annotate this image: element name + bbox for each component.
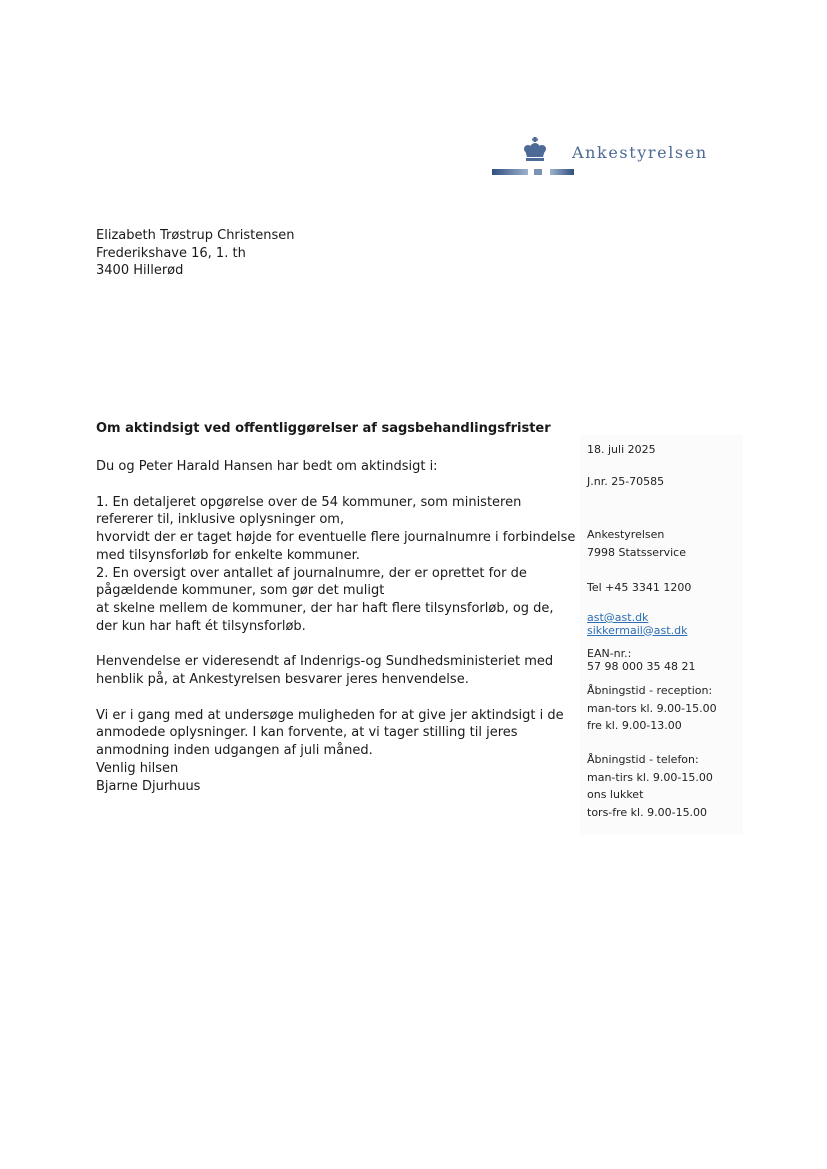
ean-value: 57 98 000 35 48 21 — [587, 659, 696, 673]
journal-number: J.nr. 25-70585 — [587, 475, 665, 488]
text-line: 1. En detaljeret opgørelse over de 54 kommuner, som ministeren — [96, 494, 522, 510]
text-line: anmodning inden udgangen af juli måned. — [96, 743, 373, 759]
text-line: anmodede oplysninger. I kan forvente, at vi tager stilling til jeres — [96, 725, 518, 741]
text-line: at skelne mellem de kommuner, der har haft flere tilsynsforløb, og de, — [96, 600, 554, 616]
hours-line: ons lukket — [587, 788, 644, 801]
phone-hours — [587, 751, 713, 821]
text-line: Vi er i gang med at undersøge muligheden for at give jer aktindsigt i de — [96, 707, 564, 723]
ankestyrelsen-logo — [490, 134, 740, 178]
hours-line: fre kl. 9.00-13.00 — [587, 719, 682, 732]
recipient-address — [96, 227, 295, 280]
text-line: pågældende kommuner, som gør det muligt — [96, 583, 385, 599]
greeting: Venlig hilsen — [96, 760, 179, 776]
ean-label: EAN-nr.: — [587, 647, 632, 660]
signature: Bjarne Djurhuus — [96, 778, 201, 794]
request-item-1 — [96, 494, 576, 565]
text-line: der kun har haft ét tilsynsforløb. — [96, 618, 306, 634]
recipient-street: Frederikshave 16, 1. th — [96, 245, 246, 261]
hours-line: man-tirs kl. 9.00-15.00 — [587, 770, 713, 784]
reception-hours — [587, 682, 717, 735]
logo-wordmark: Ankestyrelsen — [572, 143, 708, 162]
text-line: med tilsynsforløb for enkelte kommuner. — [96, 547, 360, 563]
ean-block — [587, 648, 695, 673]
org-name: Ankestyrelsen — [587, 528, 665, 541]
letter-subject: Om aktindsigt ved offentliggørelser af sagsbehandlingsfrister — [96, 421, 551, 436]
text-line: refererer til, inklusive oplysninger om, — [96, 512, 345, 528]
intro-line: Du og Peter Harald Hansen har bedt om aktindsigt i: — [96, 459, 438, 474]
phone-number: Tel +45 3341 1200 — [587, 581, 692, 594]
paragraph-forwarded — [96, 653, 576, 688]
sidebar-info — [580, 435, 743, 835]
paragraph-status — [96, 707, 576, 760]
recipient-city: 3400 Hillerød — [96, 263, 184, 278]
text-line: henblik på, at Ankestyrelsen besvarer jeres henvendelse. — [96, 672, 469, 688]
text-line: 2. En oversigt over antallet af journalnumre, der er oprettet for de — [96, 565, 527, 581]
reception-title: Åbningstid - reception: — [587, 684, 713, 697]
letter-date: 18. juli 2025 — [587, 443, 656, 456]
logo-bar — [492, 169, 528, 175]
text-line: hvorvidt der er taget højde for eventuelle flere journalnumre i forbindelse — [96, 530, 576, 546]
sender-org — [587, 526, 686, 561]
email-links — [587, 612, 687, 637]
recipient-name: Elizabeth Trøstrup Christensen — [96, 228, 295, 243]
logo-bar — [550, 169, 574, 175]
email-link-sikkermail[interactable]: sikkermail@ast.dk — [587, 623, 688, 637]
crown-icon — [520, 137, 550, 163]
request-item-2 — [96, 565, 576, 636]
logo-bar — [534, 169, 542, 175]
text-line: Henvendelse er videresendt af Indenrigs-og Sundhedsministeriet med — [96, 654, 554, 670]
phone-hours-title: Åbningstid - telefon: — [587, 753, 699, 766]
email-link-ast[interactable]: ast@ast.dk — [587, 611, 649, 624]
hours-line: tors-fre kl. 9.00-15.00 — [587, 805, 708, 819]
letter-body — [96, 458, 576, 795]
org-address: 7998 Statsservice — [587, 545, 686, 559]
hours-line: man-tors kl. 9.00-15.00 — [587, 701, 717, 715]
